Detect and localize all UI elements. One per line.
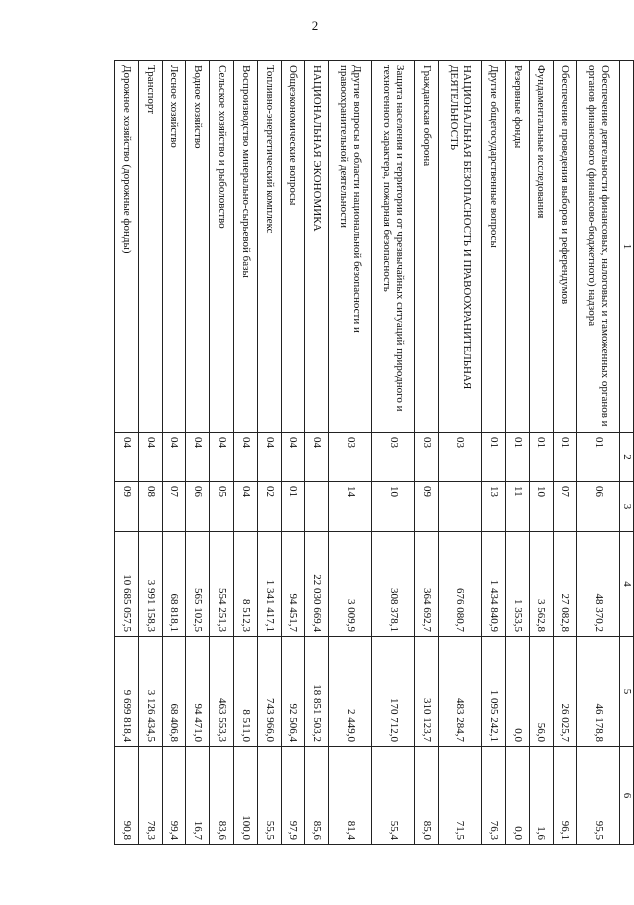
execution-percent-cell: 76,3: [482, 747, 506, 845]
table-row: [210, 61, 234, 845]
planned-amount-cell: 676 080,7: [439, 532, 482, 637]
table-row: [115, 61, 139, 845]
execution-percent-cell: 78,3: [138, 747, 162, 845]
row-name-cell: Гражданская оборона: [415, 61, 439, 433]
planned-amount-cell: 3 991 158,3: [138, 532, 162, 637]
execution-percent-cell: 85,0: [415, 747, 439, 845]
row-name-cell: Топливно-энергетический комплекс: [257, 61, 281, 433]
section-code-cell: 01: [482, 433, 506, 482]
execution-percent-cell: 71,5: [439, 747, 482, 845]
table-row: [482, 61, 506, 845]
execution-percent-cell: 55,4: [372, 747, 415, 845]
subsection-code-cell: 11: [505, 482, 529, 532]
execution-percent-cell: 99,4: [162, 747, 186, 845]
execution-percent-cell: 1,6: [529, 747, 553, 845]
subsection-code-cell: [305, 482, 329, 532]
section-code-cell: 04: [257, 433, 281, 482]
subsection-code-cell: 13: [482, 482, 506, 532]
row-name-cell: Защита населения и территории от чрезвычайных ситуаций природного и техногенного характера, пожарная безопасность: [372, 61, 415, 433]
planned-amount-cell: 3 009,9: [329, 532, 372, 637]
row-name-cell: Дорожное хозяйство (дорожные фонды): [115, 61, 139, 433]
execution-percent-cell: 90,8: [115, 747, 139, 845]
column-header: 5: [620, 637, 634, 747]
subsection-code-cell: 14: [329, 482, 372, 532]
section-code-cell: 01: [529, 433, 553, 482]
execution-percent-cell: 83,6: [210, 747, 234, 845]
table-row: [415, 61, 439, 845]
executed-amount-cell: 46 178,8: [577, 637, 620, 747]
section-code-cell: 04: [210, 433, 234, 482]
table-row: [138, 61, 162, 845]
executed-amount-cell: 92 506,4: [281, 637, 305, 747]
executed-amount-cell: 743 966,0: [257, 637, 281, 747]
row-name-cell: Обеспечение деятельности финансовых, налоговых и таможенных органов и органов финансового (финансово-бюджетного) надзора: [577, 61, 620, 433]
table-row: [281, 61, 305, 845]
row-name-cell: Фундаментальные исследования: [529, 61, 553, 433]
planned-amount-cell: 94 451,7: [281, 532, 305, 637]
section-code-cell: 04: [115, 433, 139, 482]
row-name-cell: Резервные фонды: [505, 61, 529, 433]
planned-amount-cell: 48 370,2: [577, 532, 620, 637]
table-row: [529, 61, 553, 845]
row-name-cell: НАЦИОНАЛЬНАЯ БЕЗОПАСНОСТЬ И ПРАВООХРАНИТЕЛЬНАЯ ДЕЯТЕЛЬНОСТЬ: [439, 61, 482, 433]
planned-amount-cell: 68 818,1: [162, 532, 186, 637]
row-name-cell: Водное хозяйство: [186, 61, 210, 433]
executed-amount-cell: 3 126 434,5: [138, 637, 162, 747]
page-number: 2: [311, 18, 319, 33]
subsection-code-cell: 10: [372, 482, 415, 532]
section-code-cell: 04: [281, 433, 305, 482]
subsection-code-cell: 09: [415, 482, 439, 532]
column-header: 1: [620, 61, 634, 433]
row-name-cell: Другие общегосударственные вопросы: [482, 61, 506, 433]
column-header: 2: [620, 433, 634, 482]
row-name-cell: Воспроизводство минерально-сырьевой базы: [234, 61, 258, 433]
execution-percent-cell: 100,0: [234, 747, 258, 845]
section-code-cell: 04: [305, 433, 329, 482]
subsection-code-cell: 06: [186, 482, 210, 532]
table-row: [257, 61, 281, 845]
table-body: [115, 61, 620, 845]
subsection-code-cell: 01: [281, 482, 305, 532]
planned-amount-cell: 554 251,3: [210, 532, 234, 637]
subsection-code-cell: 02: [257, 482, 281, 532]
subsection-code-cell: 07: [162, 482, 186, 532]
subsection-code-cell: 08: [138, 482, 162, 532]
subsection-code-cell: 04: [234, 482, 258, 532]
section-code-cell: 03: [372, 433, 415, 482]
executed-amount-cell: 18 851 503,2: [305, 637, 329, 747]
budget-table: [114, 60, 634, 845]
rotated-table-container: [114, 60, 634, 844]
execution-percent-cell: 96,1: [553, 747, 577, 845]
table-row: [329, 61, 372, 845]
row-name-cell: Транспорт: [138, 61, 162, 433]
executed-amount-cell: 94 471,0: [186, 637, 210, 747]
planned-amount-cell: 22 030 669,4: [305, 532, 329, 637]
execution-percent-cell: 0,0: [505, 747, 529, 845]
table-row: [186, 61, 210, 845]
subsection-code-cell: 10: [529, 482, 553, 532]
execution-percent-cell: 16,7: [186, 747, 210, 845]
subsection-code-cell: 05: [210, 482, 234, 532]
table-row: [553, 61, 577, 845]
planned-amount-cell: 8 512,3: [234, 532, 258, 637]
section-code-cell: 01: [553, 433, 577, 482]
subsection-code-cell: 06: [577, 482, 620, 532]
executed-amount-cell: 8 511,0: [234, 637, 258, 747]
executed-amount-cell: 26 025,7: [553, 637, 577, 747]
planned-amount-cell: 10 685 057,5: [115, 532, 139, 637]
column-header: 3: [620, 482, 634, 532]
section-code-cell: 04: [162, 433, 186, 482]
row-name-cell: Общеэкономические вопросы: [281, 61, 305, 433]
section-code-cell: 03: [415, 433, 439, 482]
planned-amount-cell: 308 378,1: [372, 532, 415, 637]
subsection-code-cell: 09: [115, 482, 139, 532]
table-row: [577, 61, 620, 845]
planned-amount-cell: 1 353,5: [505, 532, 529, 637]
row-name-cell: Обеспечение проведения выборов и референдумов: [553, 61, 577, 433]
section-code-cell: 04: [186, 433, 210, 482]
execution-percent-cell: 85,6: [305, 747, 329, 845]
planned-amount-cell: 27 082,8: [553, 532, 577, 637]
table-row: [439, 61, 482, 845]
planned-amount-cell: 565 102,5: [186, 532, 210, 637]
executed-amount-cell: 310 123,7: [415, 637, 439, 747]
subsection-code-cell: 07: [553, 482, 577, 532]
row-name-cell: Сельское хозяйство и рыболовство: [210, 61, 234, 433]
executed-amount-cell: 1 095 242,1: [482, 637, 506, 747]
row-name-cell: Другие вопросы в области национальной безопасности и правоохранительной деятельности: [329, 61, 372, 433]
section-code-cell: 01: [577, 433, 620, 482]
section-code-cell: 03: [329, 433, 372, 482]
table-row: [505, 61, 529, 845]
execution-percent-cell: 55,5: [257, 747, 281, 845]
execution-percent-cell: 97,9: [281, 747, 305, 845]
section-code-cell: 01: [505, 433, 529, 482]
planned-amount-cell: 1 341 417,1: [257, 532, 281, 637]
section-code-cell: 04: [234, 433, 258, 482]
section-code-cell: 04: [138, 433, 162, 482]
planned-amount-cell: 364 692,7: [415, 532, 439, 637]
executed-amount-cell: 483 284,7: [439, 637, 482, 747]
table-rotator: [114, 60, 634, 844]
executed-amount-cell: 9 699 818,4: [115, 637, 139, 747]
row-name-cell: НАЦИОНАЛЬНАЯ ЭКОНОМИКА: [305, 61, 329, 433]
executed-amount-cell: 0,0: [505, 637, 529, 747]
subsection-code-cell: [439, 482, 482, 532]
executed-amount-cell: 56,0: [529, 637, 553, 747]
executed-amount-cell: 170 712,0: [372, 637, 415, 747]
section-code-cell: 03: [439, 433, 482, 482]
column-header: 6: [620, 747, 634, 845]
table-row: [234, 61, 258, 845]
executed-amount-cell: 68 406,8: [162, 637, 186, 747]
row-name-cell: Лесное хозяйство: [162, 61, 186, 433]
executed-amount-cell: 2 449,0: [329, 637, 372, 747]
column-header-row: [620, 61, 634, 845]
execution-percent-cell: 81,4: [329, 747, 372, 845]
table-row: [372, 61, 415, 845]
table-row: [162, 61, 186, 845]
execution-percent-cell: 95,5: [577, 747, 620, 845]
planned-amount-cell: 1 434 840,9: [482, 532, 506, 637]
column-header: 4: [620, 532, 634, 637]
executed-amount-cell: 463 553,3: [210, 637, 234, 747]
table-row: [305, 61, 329, 845]
planned-amount-cell: 3 562,8: [529, 532, 553, 637]
